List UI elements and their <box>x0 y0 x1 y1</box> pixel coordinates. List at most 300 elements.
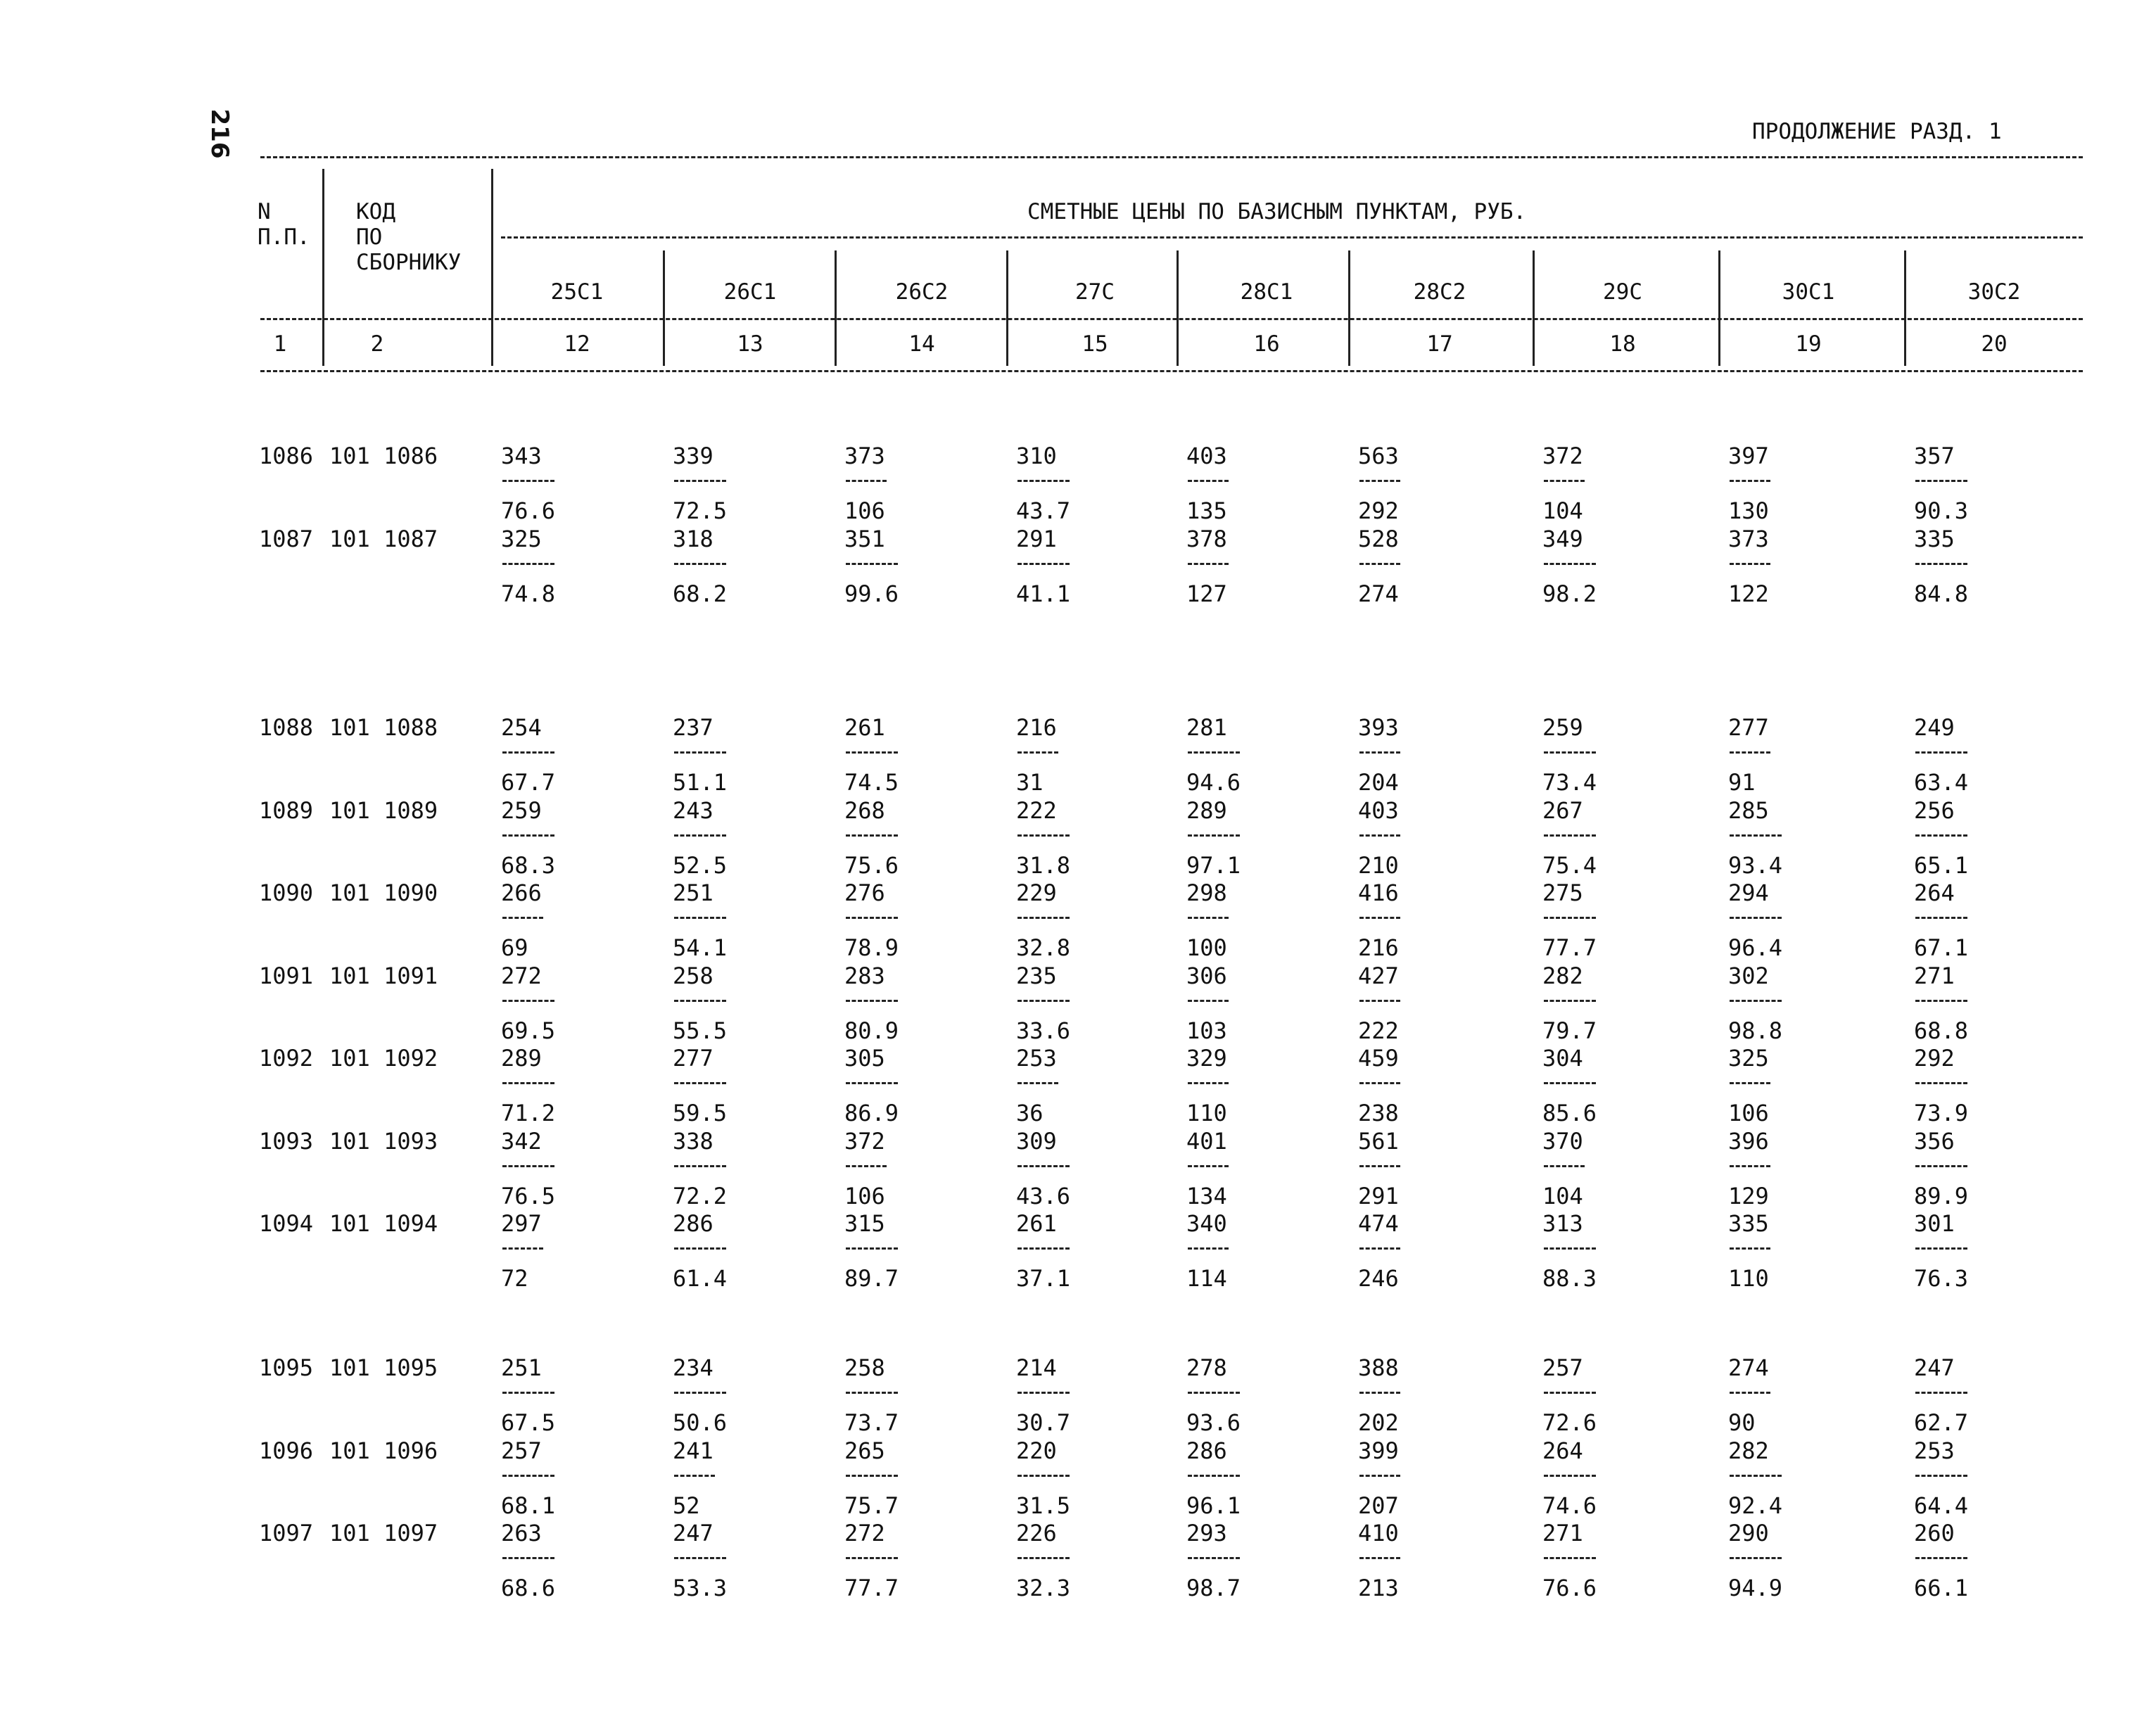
price-wage: 93.4 <box>1728 851 1783 879</box>
price-total: 338 <box>673 1127 714 1155</box>
price-total: 264 <box>1542 1437 1583 1464</box>
price-wage: 104 <box>1542 497 1583 524</box>
fraction-rule <box>1730 1082 1770 1084</box>
price-total: 214 <box>1016 1354 1057 1381</box>
column-number-13: 13 <box>737 331 763 357</box>
price-wage: 104 <box>1542 1182 1583 1209</box>
price-total: 267 <box>1542 796 1583 824</box>
fraction-rule <box>846 917 898 919</box>
row-code: 101 1092 <box>329 1045 438 1072</box>
price-wage: 65.1 <box>1914 851 1969 879</box>
fraction-rule <box>502 1475 554 1477</box>
price-total: 258 <box>844 1354 885 1381</box>
price-wage: 216 <box>1358 934 1399 961</box>
price-total: 339 <box>673 443 714 469</box>
point-divider <box>1006 250 1008 366</box>
fraction-rule <box>1544 1082 1596 1084</box>
column-number-19: 19 <box>1795 331 1822 357</box>
price-wage: 73.7 <box>844 1409 899 1436</box>
price-wage: 134 <box>1186 1182 1227 1209</box>
price-total: 216 <box>1016 714 1057 741</box>
price-wage: 68.3 <box>501 851 556 879</box>
price-total: 265 <box>844 1437 885 1464</box>
price-total: 263 <box>501 1520 542 1546</box>
fraction-rule <box>502 563 554 565</box>
point-divider <box>1348 250 1350 366</box>
point-divider <box>1718 250 1720 366</box>
price-wage: 99.6 <box>844 580 899 607</box>
price-total: 247 <box>1914 1354 1955 1381</box>
price-wage: 43.6 <box>1016 1182 1071 1209</box>
point-divider <box>835 250 837 366</box>
fraction-rule <box>846 1082 898 1084</box>
price-total: 285 <box>1728 796 1769 824</box>
fraction-rule <box>502 1165 554 1167</box>
fraction-rule <box>1017 834 1070 837</box>
price-total: 258 <box>673 962 714 989</box>
price-total: 271 <box>1542 1520 1583 1546</box>
price-wage: 86.9 <box>844 1100 899 1126</box>
row-code: 101 1091 <box>329 962 438 989</box>
fraction-rule <box>1017 563 1070 565</box>
price-wage: 73.4 <box>1542 769 1597 796</box>
price-wage: 127 <box>1186 580 1227 607</box>
price-wage: 76.6 <box>1542 1575 1597 1601</box>
fraction-rule <box>1544 834 1596 837</box>
price-total: 342 <box>501 1127 542 1155</box>
price-total: 315 <box>844 1210 885 1237</box>
col-num-label-2: П.П. <box>258 224 310 250</box>
column-number-20: 20 <box>1981 331 2008 357</box>
point-divider <box>663 250 665 366</box>
price-total: 276 <box>844 879 885 906</box>
row-number: 1097 <box>259 1520 314 1546</box>
fraction-rule <box>1017 1082 1058 1084</box>
price-wage: 32.8 <box>1016 934 1071 961</box>
price-wage: 77.7 <box>1542 934 1597 961</box>
price-wage: 274 <box>1358 580 1399 607</box>
point-label-28С1: 28С1 <box>1240 279 1293 305</box>
fraction-rule <box>674 751 726 754</box>
fraction-rule <box>502 1392 554 1394</box>
column-number-15: 15 <box>1082 331 1108 357</box>
price-total: 289 <box>1186 796 1227 824</box>
price-wage: 100 <box>1186 934 1227 961</box>
price-wage: 204 <box>1358 769 1399 796</box>
price-total: 286 <box>1186 1437 1227 1464</box>
price-wage: 98.8 <box>1728 1017 1783 1044</box>
price-total: 272 <box>501 962 542 989</box>
fraction-rule <box>674 1392 726 1394</box>
price-wage: 202 <box>1358 1409 1399 1436</box>
price-total: 291 <box>1016 525 1057 552</box>
page-number: 216 <box>205 108 234 159</box>
point-label-29С: 29С <box>1603 279 1642 305</box>
price-wage: 103 <box>1186 1017 1227 1044</box>
price-wage: 77.7 <box>844 1575 899 1601</box>
price-wage: 74.8 <box>501 580 556 607</box>
row-number: 1091 <box>259 962 314 989</box>
fraction-rule <box>1359 917 1400 919</box>
price-wage: 114 <box>1186 1265 1227 1292</box>
price-total: 251 <box>501 1354 542 1381</box>
price-total: 272 <box>844 1520 885 1546</box>
price-total: 249 <box>1914 714 1955 741</box>
fraction-rule <box>1359 1082 1400 1084</box>
row-number: 1086 <box>259 443 314 469</box>
fraction-rule <box>502 480 554 482</box>
row-code: 101 1087 <box>329 525 438 552</box>
fraction-rule <box>1730 480 1770 482</box>
fraction-rule <box>1544 1000 1596 1002</box>
fraction-rule <box>1544 1557 1596 1559</box>
fraction-rule <box>1188 1247 1229 1250</box>
fraction-rule <box>674 563 726 565</box>
price-wage: 78.9 <box>844 934 899 961</box>
fraction-rule <box>1544 563 1596 565</box>
fraction-rule <box>846 1392 898 1394</box>
price-total: 401 <box>1186 1127 1227 1155</box>
fraction-rule <box>502 1082 554 1084</box>
price-wage: 90.3 <box>1914 497 1969 524</box>
price-wage: 79.7 <box>1542 1017 1597 1044</box>
fraction-rule <box>1017 751 1058 754</box>
price-wage: 50.6 <box>673 1409 728 1436</box>
column-number-18: 18 <box>1609 331 1636 357</box>
column-number-2: 2 <box>370 331 384 357</box>
fraction-rule <box>846 1000 898 1002</box>
fraction-rule <box>1544 1392 1596 1394</box>
price-wage: 207 <box>1358 1492 1399 1519</box>
price-total: 388 <box>1358 1354 1399 1381</box>
row-code: 101 1089 <box>329 796 438 824</box>
price-total: 335 <box>1914 525 1955 552</box>
row-number: 1094 <box>259 1210 314 1237</box>
price-total: 220 <box>1016 1437 1057 1464</box>
fraction-rule <box>1017 1165 1070 1167</box>
column-number-12: 12 <box>564 331 590 357</box>
price-wage: 110 <box>1186 1100 1227 1126</box>
col-num-label-1: N <box>258 199 271 224</box>
header-divider-2 <box>491 169 493 366</box>
fraction-rule <box>1915 917 1967 919</box>
row-code: 101 1088 <box>329 714 438 741</box>
point-divider <box>1533 250 1535 366</box>
price-total: 289 <box>501 1045 542 1072</box>
price-wage: 36 <box>1016 1100 1044 1126</box>
price-total: 229 <box>1016 879 1057 906</box>
price-total: 226 <box>1016 1520 1057 1546</box>
fraction-rule <box>1359 1475 1400 1477</box>
fraction-rule <box>1188 1165 1229 1167</box>
price-wage: 222 <box>1358 1017 1399 1044</box>
fraction-rule <box>1359 834 1400 837</box>
price-wage: 213 <box>1358 1575 1399 1601</box>
fraction-rule <box>1730 834 1782 837</box>
price-total: 427 <box>1358 962 1399 989</box>
price-wage: 72.6 <box>1542 1409 1597 1436</box>
price-total: 325 <box>501 525 542 552</box>
fraction-rule <box>1017 1247 1070 1250</box>
price-wage: 74.5 <box>844 769 899 796</box>
point-label-30С2: 30С2 <box>1967 279 2021 305</box>
col-code-label-1: КОД <box>356 199 395 224</box>
price-wage: 98.7 <box>1186 1575 1241 1601</box>
price-wage: 64.4 <box>1914 1492 1969 1519</box>
price-total: 241 <box>673 1437 714 1464</box>
price-wage: 71.2 <box>501 1100 556 1126</box>
price-total: 292 <box>1914 1045 1955 1072</box>
row-number: 1089 <box>259 796 314 824</box>
price-total: 259 <box>501 796 542 824</box>
fraction-rule <box>502 1557 554 1559</box>
price-total: 251 <box>673 879 714 906</box>
price-total: 254 <box>501 714 542 741</box>
fraction-rule <box>1188 563 1229 565</box>
price-wage: 55.5 <box>673 1017 728 1044</box>
price-total: 257 <box>1542 1354 1583 1381</box>
price-total: 268 <box>844 796 885 824</box>
price-total: 340 <box>1186 1210 1227 1237</box>
point-label-30С1: 30С1 <box>1782 279 1835 305</box>
fraction-rule <box>1730 563 1770 565</box>
fraction-rule <box>1359 563 1400 565</box>
price-total: 277 <box>673 1045 714 1072</box>
fraction-rule <box>1730 1165 1770 1167</box>
fraction-rule <box>846 751 898 754</box>
price-total: 253 <box>1914 1437 1955 1464</box>
group-title-rule <box>501 236 2083 239</box>
price-wage: 62.7 <box>1914 1409 1969 1436</box>
price-wage: 68.6 <box>501 1575 556 1601</box>
price-wage: 31 <box>1016 769 1044 796</box>
price-total: 282 <box>1728 1437 1769 1464</box>
fraction-rule <box>1359 480 1400 482</box>
fraction-rule <box>1017 1392 1070 1394</box>
fraction-rule <box>1188 1000 1229 1002</box>
fraction-rule <box>846 1247 898 1250</box>
row-number: 1090 <box>259 879 314 906</box>
price-wage: 68.2 <box>673 580 728 607</box>
price-total: 396 <box>1728 1127 1769 1155</box>
fraction-rule <box>674 917 726 919</box>
price-wage: 72.2 <box>673 1182 728 1209</box>
price-wage: 51.1 <box>673 769 728 796</box>
price-total: 370 <box>1542 1127 1583 1155</box>
price-total: 378 <box>1186 525 1227 552</box>
price-wage: 75.6 <box>844 851 899 879</box>
price-total: 416 <box>1358 879 1399 906</box>
price-wage: 43.7 <box>1016 497 1071 524</box>
price-total: 403 <box>1358 796 1399 824</box>
price-wage: 73.9 <box>1914 1100 1969 1126</box>
point-label-26С2: 26С2 <box>895 279 949 305</box>
price-total: 310 <box>1016 443 1057 469</box>
price-wage: 122 <box>1728 580 1769 607</box>
fraction-rule <box>674 1165 726 1167</box>
price-wage: 52 <box>673 1492 700 1519</box>
fraction-rule <box>674 1247 726 1250</box>
price-total: 313 <box>1542 1210 1583 1237</box>
fraction-rule <box>1188 480 1229 482</box>
price-total: 325 <box>1728 1045 1769 1072</box>
price-wage: 53.3 <box>673 1575 728 1601</box>
price-wage: 37.1 <box>1016 1265 1071 1292</box>
price-wage: 246 <box>1358 1265 1399 1292</box>
price-total: 329 <box>1186 1045 1227 1072</box>
fraction-rule <box>674 1000 726 1002</box>
price-total: 266 <box>501 879 542 906</box>
fraction-rule <box>1730 1392 1770 1394</box>
fraction-rule <box>846 1475 898 1477</box>
row-code: 101 1090 <box>329 879 438 906</box>
price-wage: 68.1 <box>501 1492 556 1519</box>
group-title: СМЕТНЫЕ ЦЕНЫ ПО БАЗИСНЫМ ПУНКТАМ, РУБ. <box>1027 199 1527 224</box>
fraction-rule <box>1915 1475 1967 1477</box>
price-total: 282 <box>1542 962 1583 989</box>
price-total: 264 <box>1914 879 1955 906</box>
price-total: 301 <box>1914 1210 1955 1237</box>
price-total: 253 <box>1016 1045 1057 1072</box>
price-total: 373 <box>1728 525 1769 552</box>
fraction-rule <box>1017 1475 1070 1477</box>
price-total: 357 <box>1914 443 1955 469</box>
price-wage: 94.9 <box>1728 1575 1783 1601</box>
price-wage: 76.5 <box>501 1182 556 1209</box>
header-divider-1 <box>322 169 324 366</box>
price-wage: 31.5 <box>1016 1492 1071 1519</box>
price-wage: 75.7 <box>844 1492 899 1519</box>
price-wage: 52.5 <box>673 851 728 879</box>
price-total: 260 <box>1914 1520 1955 1546</box>
fraction-rule <box>1188 751 1240 754</box>
fraction-rule <box>1915 751 1967 754</box>
price-wage: 41.1 <box>1016 580 1071 607</box>
row-number: 1095 <box>259 1354 314 1381</box>
fraction-rule <box>502 834 554 837</box>
price-total: 243 <box>673 796 714 824</box>
price-total: 561 <box>1358 1127 1399 1155</box>
fraction-rule <box>1188 834 1240 837</box>
fraction-rule <box>1915 1247 1967 1250</box>
point-label-25С1: 25С1 <box>550 279 604 305</box>
fraction-rule <box>1359 1247 1400 1250</box>
col-code-label-2: ПО <box>356 224 383 250</box>
fraction-rule <box>1730 917 1782 919</box>
fraction-rule <box>674 1557 726 1559</box>
price-total: 281 <box>1186 714 1227 741</box>
price-total: 399 <box>1358 1437 1399 1464</box>
fraction-rule <box>1730 1247 1770 1250</box>
fraction-rule <box>1359 751 1400 754</box>
fraction-rule <box>1544 751 1596 754</box>
fraction-rule <box>1188 1392 1240 1394</box>
price-wage: 98.2 <box>1542 580 1597 607</box>
price-wage: 72 <box>501 1265 528 1292</box>
fraction-rule <box>1915 1392 1967 1394</box>
price-total: 261 <box>844 714 885 741</box>
price-total: 257 <box>501 1437 542 1464</box>
row-code: 101 1096 <box>329 1437 438 1464</box>
price-total: 247 <box>673 1520 714 1546</box>
fraction-rule <box>1017 480 1070 482</box>
price-wage: 90 <box>1728 1409 1756 1436</box>
fraction-rule <box>1915 480 1967 482</box>
price-total: 343 <box>501 443 542 469</box>
fraction-rule <box>1017 917 1070 919</box>
fraction-rule <box>1915 563 1967 565</box>
fraction-rule <box>1359 1165 1400 1167</box>
price-wage: 96.4 <box>1728 934 1783 961</box>
point-label-28С2: 28С2 <box>1413 279 1466 305</box>
price-wage: 33.6 <box>1016 1017 1071 1044</box>
point-label-26С1: 26С1 <box>723 279 777 305</box>
price-total: 222 <box>1016 796 1057 824</box>
price-wage: 110 <box>1728 1265 1769 1292</box>
fraction-rule <box>846 1557 898 1559</box>
point-divider <box>1177 250 1179 366</box>
price-total: 373 <box>844 443 885 469</box>
fraction-rule <box>1915 1557 1967 1559</box>
price-total: 403 <box>1186 443 1227 469</box>
fraction-rule <box>1188 1082 1229 1084</box>
price-total: 318 <box>673 525 714 552</box>
price-wage: 135 <box>1186 497 1227 524</box>
fraction-rule <box>674 480 726 482</box>
col-code-label-3: СБОРНИКУ <box>356 250 462 275</box>
price-wage: 97.1 <box>1186 851 1241 879</box>
fraction-rule <box>1188 1557 1240 1559</box>
price-wage: 96.1 <box>1186 1492 1241 1519</box>
fraction-rule <box>1730 1000 1782 1002</box>
price-total: 256 <box>1914 796 1955 824</box>
fraction-rule <box>846 1165 887 1167</box>
price-total: 459 <box>1358 1045 1399 1072</box>
price-wage: 92.4 <box>1728 1492 1783 1519</box>
price-total: 275 <box>1542 879 1583 906</box>
price-wage: 31.8 <box>1016 851 1071 879</box>
price-total: 563 <box>1358 443 1399 469</box>
fraction-rule <box>1359 1392 1400 1394</box>
fraction-rule <box>1359 1557 1400 1559</box>
price-total: 278 <box>1186 1354 1227 1381</box>
price-wage: 30.7 <box>1016 1409 1071 1436</box>
price-total: 286 <box>673 1210 714 1237</box>
column-number-17: 17 <box>1426 331 1453 357</box>
price-total: 305 <box>844 1045 885 1072</box>
price-total: 283 <box>844 962 885 989</box>
row-code: 101 1086 <box>329 443 438 469</box>
row-code: 101 1093 <box>329 1127 438 1155</box>
row-code: 101 1094 <box>329 1210 438 1237</box>
price-wage: 89.9 <box>1914 1182 1969 1209</box>
price-wage: 93.6 <box>1186 1409 1241 1436</box>
price-wage: 94.6 <box>1186 769 1241 796</box>
row-number: 1093 <box>259 1127 314 1155</box>
price-total: 235 <box>1016 962 1057 989</box>
price-wage: 106 <box>1728 1100 1769 1126</box>
table-top-rule <box>260 156 2083 158</box>
price-total: 294 <box>1728 879 1769 906</box>
price-wage: 210 <box>1358 851 1399 879</box>
price-wage: 74.6 <box>1542 1492 1597 1519</box>
price-wage: 68.8 <box>1914 1017 1969 1044</box>
price-wage: 54.1 <box>673 934 728 961</box>
price-wage: 69.5 <box>501 1017 556 1044</box>
price-total: 234 <box>673 1354 714 1381</box>
price-total: 261 <box>1016 1210 1057 1237</box>
fraction-rule <box>1915 1165 1967 1167</box>
